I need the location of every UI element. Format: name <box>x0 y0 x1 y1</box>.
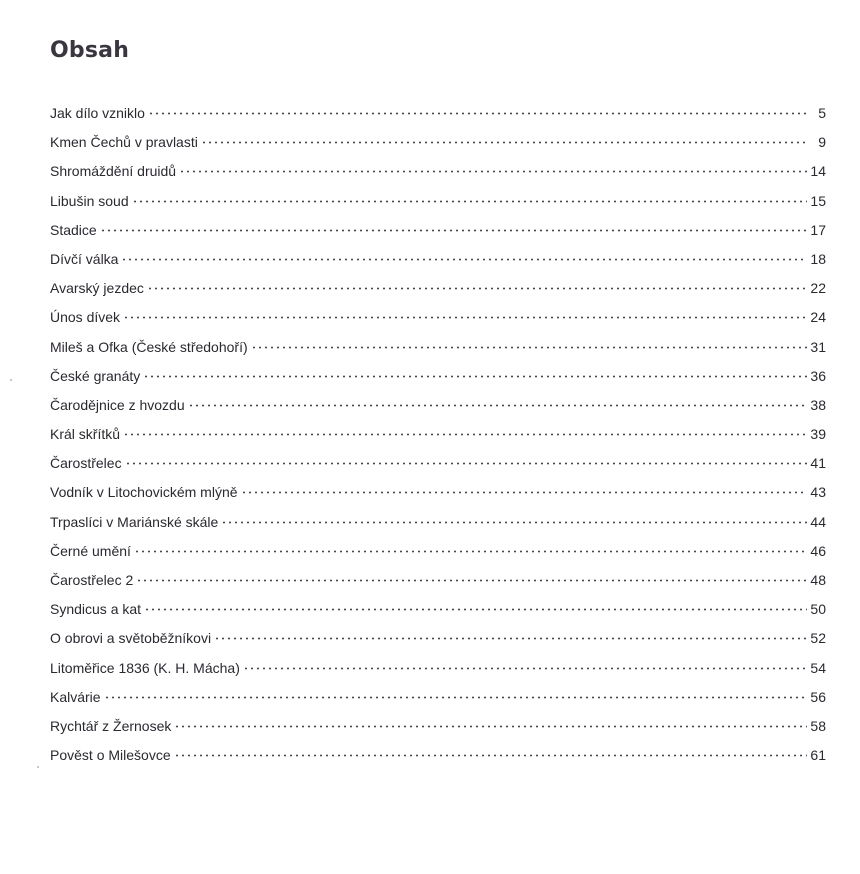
dot-leader <box>104 696 808 699</box>
dot-leader <box>144 608 807 611</box>
toc-entry-title: Trpaslíci v Mariánské skále <box>50 513 219 530</box>
toc-entry-page-number: 44 <box>810 513 826 530</box>
toc-entry-page-number: 22 <box>810 280 826 297</box>
toc-entry-title: Jak dílo vzniklo <box>50 105 145 121</box>
toc-entry-title: Rychtář z Žernosek <box>50 717 172 734</box>
toc-entry-title: Kalvárie <box>50 688 101 705</box>
scan-speck <box>37 766 39 768</box>
toc-entry[interactable] <box>50 102 826 131</box>
toc-entry-page-number: 9 <box>818 134 826 151</box>
toc-entry-title: Mileš a Ofka (České středohoří) <box>50 338 248 355</box>
dot-leader <box>201 141 809 144</box>
toc-entry[interactable] <box>50 336 826 365</box>
toc-entry[interactable] <box>50 394 826 423</box>
dot-leader <box>251 346 808 349</box>
page-title: Obsah <box>50 38 130 63</box>
dot-leader <box>123 433 807 436</box>
toc-entry[interactable] <box>50 481 826 510</box>
dot-leader <box>221 521 807 524</box>
toc-entry[interactable] <box>50 744 826 773</box>
toc-entry-title: Syndicus a kat <box>50 601 142 618</box>
toc-entry-page-number: 54 <box>810 659 826 676</box>
dot-leader <box>132 200 808 203</box>
dot-leader <box>143 375 807 378</box>
toc-entry-title: Shromáždění druidů <box>50 163 177 180</box>
toc-entry-page-number: 50 <box>810 601 826 618</box>
scan-speck <box>10 379 12 381</box>
toc-entry[interactable] <box>50 627 826 656</box>
dot-leader <box>241 491 808 494</box>
toc-entry-page-number: 58 <box>810 717 826 734</box>
dot-leader <box>123 316 807 319</box>
toc-entry-title: Černé umění <box>50 542 131 559</box>
toc-entry-page-number: 31 <box>810 338 826 355</box>
dot-leader <box>148 112 809 115</box>
dot-leader <box>179 170 807 173</box>
toc-entry[interactable] <box>50 569 826 598</box>
toc-entry-title: Dívčí válka <box>50 250 119 267</box>
toc-entry-title: České granáty <box>50 367 141 384</box>
toc-entry-title: Libušin soud <box>50 192 129 209</box>
toc-entry[interactable] <box>50 306 826 335</box>
toc-entry[interactable] <box>50 248 826 277</box>
toc-entry-page-number: 48 <box>810 572 826 588</box>
table-of-contents <box>50 102 826 773</box>
toc-entry-page-number: 17 <box>810 221 826 238</box>
toc-entry-title: Pověst o Milešovce <box>50 747 171 764</box>
dot-leader <box>121 258 807 261</box>
dot-leader <box>174 725 807 728</box>
toc-entry-title: O obrovi a světoběžníkovi <box>50 630 212 647</box>
toc-entry-page-number: 46 <box>810 542 826 559</box>
toc-entry-title: Král skřítků <box>50 426 121 443</box>
dot-leader <box>100 229 808 232</box>
toc-entry[interactable] <box>50 423 826 452</box>
toc-entry-title: Čarostřelec <box>50 455 122 472</box>
toc-entry-page-number: 14 <box>810 163 826 180</box>
dot-leader <box>174 754 808 757</box>
toc-entry-page-number: 56 <box>810 688 826 705</box>
toc-entry[interactable] <box>50 540 826 569</box>
toc-entry[interactable] <box>50 511 826 540</box>
dot-leader <box>134 550 807 553</box>
toc-entry[interactable] <box>50 219 826 248</box>
toc-entry[interactable] <box>50 277 826 306</box>
dot-leader <box>147 287 808 290</box>
dot-leader <box>243 667 808 670</box>
toc-entry-title: Kmen Čechů v pravlasti <box>50 134 198 151</box>
toc-entry[interactable] <box>50 598 826 627</box>
dot-leader <box>214 637 807 640</box>
toc-entry-title: Čarodějnice z hvozdu <box>50 396 185 413</box>
toc-entry[interactable] <box>50 657 826 686</box>
toc-entry[interactable] <box>50 365 826 394</box>
toc-entry[interactable] <box>50 686 826 715</box>
toc-entry-title: Vodník v Litochovickém mlýně <box>50 484 238 501</box>
toc-entry-title: Čarostřelec 2 <box>50 572 134 588</box>
toc-entry-page-number: 61 <box>810 747 826 764</box>
dot-leader <box>188 404 808 407</box>
toc-entry-page-number: 18 <box>810 250 826 267</box>
toc-entry[interactable] <box>50 715 826 744</box>
toc-entry-page-number: 43 <box>810 484 826 501</box>
toc-entry[interactable] <box>50 160 826 189</box>
toc-entry[interactable] <box>50 190 826 219</box>
dot-leader <box>136 579 807 582</box>
toc-entry[interactable] <box>50 452 826 481</box>
toc-entry-page-number: 15 <box>810 192 826 209</box>
toc-entry-page-number: 5 <box>818 105 826 121</box>
toc-entry-page-number: 41 <box>810 455 826 472</box>
toc-entry-page-number: 36 <box>810 367 826 384</box>
toc-entry-title: Avarský jezdec <box>50 280 144 297</box>
toc-entry-page-number: 24 <box>810 309 826 326</box>
toc-entry-title: Stadice <box>50 221 97 238</box>
toc-entry-title: Únos dívek <box>50 309 121 326</box>
toc-entry[interactable] <box>50 131 826 160</box>
dot-leader <box>125 462 808 465</box>
toc-entry-title: Litoměřice 1836 (K. H. Mácha) <box>50 659 240 676</box>
toc-entry-page-number: 39 <box>810 426 826 443</box>
toc-entry-page-number: 38 <box>810 396 826 413</box>
toc-entry-page-number: 52 <box>810 630 826 647</box>
